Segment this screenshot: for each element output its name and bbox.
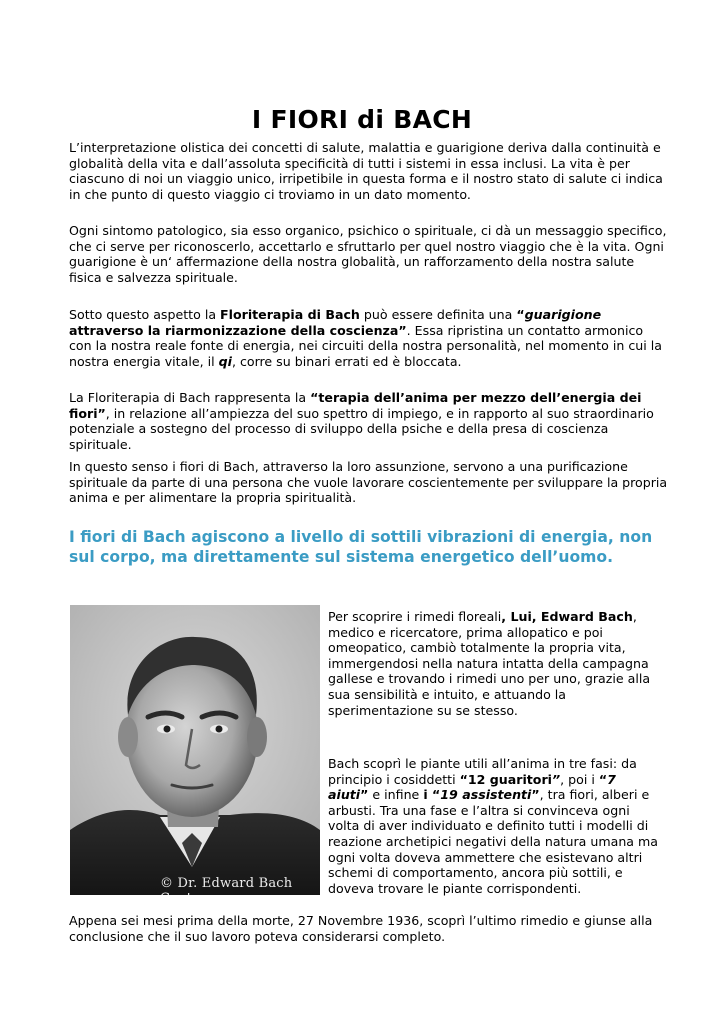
text-run: , tra fiori, alberi e arbusti. Tra una fase e l’altra si convinceva ogni volta di aver individuato e definito tutti i modelli di reazione archetipici negativi della natura umana ma ogni volta doveva ammettere che esistevano altri schemi di comportamento, ancora più sottili, e doveva trovare le piante corrispondenti. — [328, 787, 659, 896]
text-run: , medico e ricercatore, prima allopatico e poi omeopatico, cambiò totalmente la propria vita, immergendosi nella natura intatta della campagna gallese e trovando i rimedi uno per uno, grazie alla sua sensibilità e intuito, e attuando la sperimentazione su se stesso. — [328, 609, 651, 718]
paragraph-edward-bach — [328, 609, 658, 718]
paragraph-terapia-anima — [69, 390, 669, 452]
bold-italic-run: qi — [218, 353, 232, 369]
bold-run: , Lui, Edward Bach — [501, 609, 633, 624]
bold-italic-run: guarigione — [524, 307, 602, 322]
text-run: può essere definita una — [359, 307, 517, 322]
paragraph-symptoms: Ogni sintomo patologico, sia esso organico, psichico o spirituale, ci dà un messaggio specifico, che ci serve per riconoscerlo, accettarlo e sfruttarlo per quel nostro viaggio che è la vita. Ogni guarigione è un‘ affermazione della nostra globalità, un rafforzamento della nostra salute fisica e salvezza spirituale. — [69, 223, 667, 285]
bold-run: attraverso la riarmonizzazione della coscienza” — [69, 322, 407, 338]
paragraph-tre-fasi — [328, 756, 658, 896]
bold-run: ” — [360, 787, 369, 803]
bold-run: “ — [516, 307, 525, 322]
text-run: , poi i — [560, 771, 599, 787]
text-run: Bach scoprì le piante utili all’anima in tre fasi: da principio i cosiddetti — [328, 756, 637, 787]
section-heading: I fiori di Bach agiscono a livello di sottili vibrazioni di energia, non sul corpo, ma direttamente sul sistema energetico dell’uomo. — [69, 528, 653, 566]
page-title: I FIORI di BACH — [251, 104, 473, 134]
text-run: Sotto questo aspetto la — [69, 307, 221, 322]
portrait-image — [70, 605, 320, 895]
text-run: , in relazione all’ampiezza del suo spettro di impiego, e in rapporto al suo straordinario potenziale a sostegno del processo di sviluppo della psiche e della presa di coscienza spirituale. — [69, 405, 654, 452]
bold-run: i “ — [423, 787, 441, 803]
bold-run: “12 guaritori — [459, 771, 552, 787]
text-run: e infine — [368, 787, 424, 803]
bold-run: Floriterapia di Bach — [220, 307, 360, 322]
text-run: , corre su binari errati ed è bloccata. — [231, 353, 462, 369]
bold-run: “ — [598, 771, 608, 787]
text-run: Per scoprire i rimedi floreali — [328, 609, 502, 624]
paragraph-intro: L’interpretazione olistica dei concetti di salute, malattia e guarigione deriva dalla continuità e globalità della vita e dall’assoluta specificità di tutti i sistemi in essa inclusi. La vita è per ciascuno di noi un viaggio unico, irripetibile in questa forma e il nostro stato di salute ci indica in che punto di questo viaggio ci troviamo in un dato momento. — [69, 140, 663, 202]
paragraph-purificazione: In questo senso i fiori di Bach, attraverso la loro assunzione, servono a una purificazione spirituale da parte di una persona che vuole lavorare coscientemente per sviluppare la propria anima e per alimentare la propria spiritualità. — [69, 459, 668, 506]
portrait-photo — [70, 605, 320, 906]
photo-caption: © Dr. Edward Bach Centre — [160, 876, 293, 906]
paragraph-conclusione: Appena sei mesi prima della morte, 27 Novembre 1936, scoprì l’ultimo rimedio e giunse alla conclusione che il suo lavoro poteva considerarsi completo. — [69, 913, 653, 944]
text-run: . Essa ripristina un contatto armonico con la nostra reale fonte di energia, nei circuiti della nostra personalità, nel momento in cui la nostra energia vitale, il — [69, 322, 662, 369]
bold-italic-run: 19 assistenti — [440, 787, 532, 803]
paragraph-floriterapia — [69, 307, 669, 369]
text-run: La Floriterapia di Bach rappresenta la — [69, 390, 311, 405]
bold-italic-run: 7 aiuti — [328, 771, 616, 803]
bold-run: “terapia dell’anima per mezzo dell’energia dei fiori” — [69, 390, 642, 421]
bold-italic-run: ” — [552, 771, 561, 787]
bold-run: ” — [531, 787, 540, 803]
